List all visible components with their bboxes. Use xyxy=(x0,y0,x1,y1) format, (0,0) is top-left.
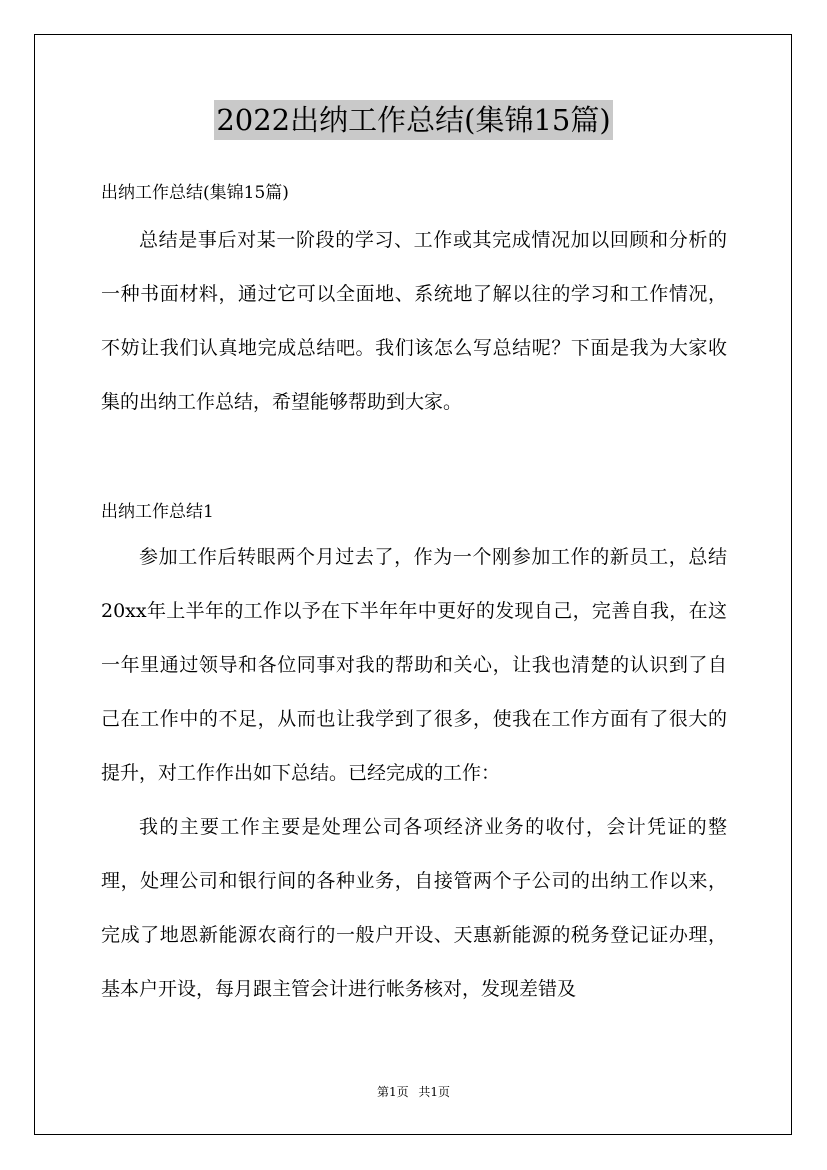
section-heading: 出纳工作总结1 xyxy=(101,502,214,522)
document-body xyxy=(101,175,727,1016)
body-paragraph: 参加工作后转眼两个月过去了，作为一个刚参加工作的新员工，总结20xx年上半年的工作以予在下半年年中更好的发现自己，完善自我，在这一年里通过领导和各位同事对我的帮助和关心，让我也清楚的认识到了自己在工作中的不足，从而也让我学到了很多，使我在工作方面有了很大的提升，对工作作出如下总结。已经完成的工作： xyxy=(101,546,727,784)
document-title: 2022出纳工作总结(集锦15篇) xyxy=(214,100,612,140)
title-container xyxy=(0,100,827,140)
page-number-current: 第1页 xyxy=(376,1085,409,1099)
body-paragraph: 我的主要工作主要是处理公司各项经济业务的收付，会计凭证的整理，处理公司和银行间的各种业务，自接管两个子公司的出纳工作以来，完成了地恩新能源农商行的一般户开设、天惠新能源的税务登记证办理，基本户开设，每月跟主管会计进行帐务核对，发现差错及 xyxy=(101,816,727,1000)
page-number-total: 共1页 xyxy=(418,1085,451,1099)
page-footer xyxy=(0,1084,827,1100)
intro-paragraph: 总结是事后对某一阶段的学习、工作或其完成情况加以回顾和分析的一种书面材料，通过它可以全面地、系统地了解以往的学习和工作情况，不妨让我们认真地完成总结吧。我们该怎么写总结呢？下面是我为大家收集的出纳工作总结，希望能够帮助到大家。 xyxy=(101,229,727,413)
document-subtitle: 出纳工作总结(集锦15篇) xyxy=(101,183,289,203)
